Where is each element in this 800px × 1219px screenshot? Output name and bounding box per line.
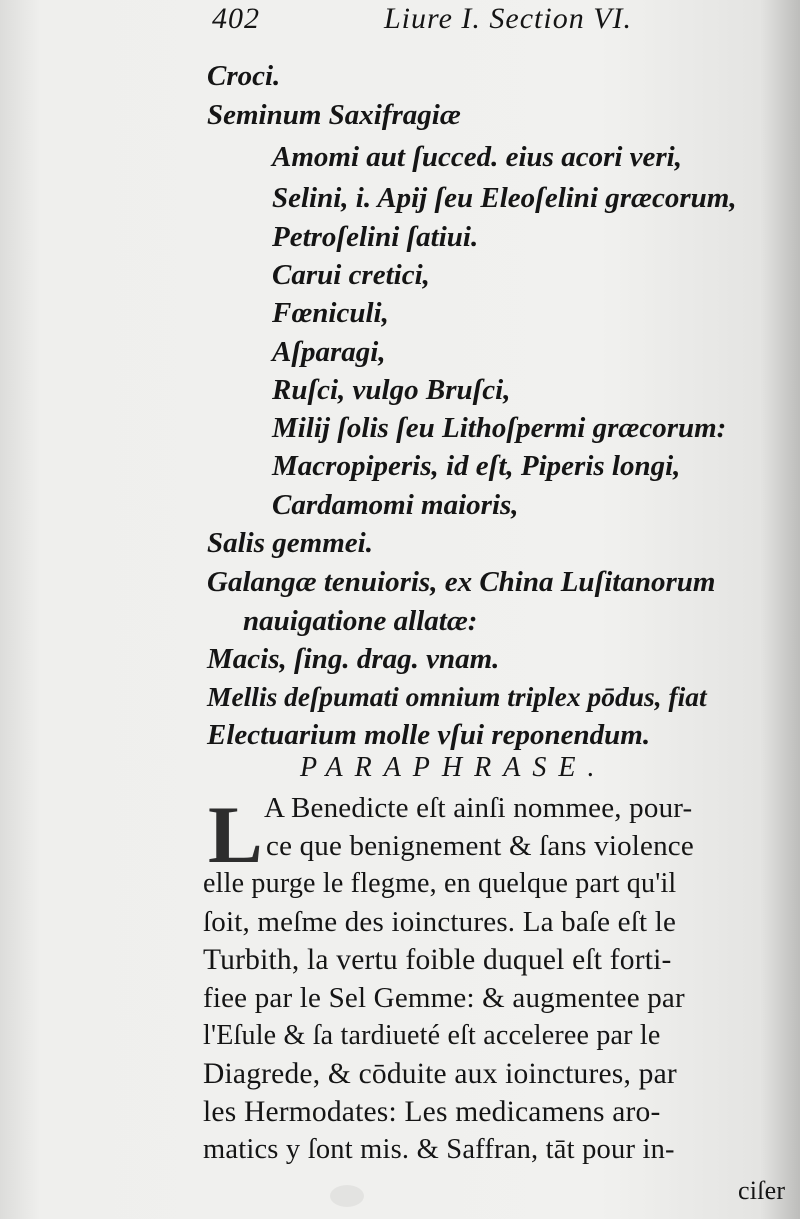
page-number: 402 xyxy=(212,2,260,35)
paraphrase-line: ſoit, meſme des ioinctures. La baſe eſt le xyxy=(203,906,677,938)
recipe-line: Mellis deſpumati omnium triplex pōdus, fiat xyxy=(207,681,707,712)
paraphrase-line: Diagrede, & cōduite aux ioinctures, par xyxy=(203,1058,677,1090)
ink-smudge xyxy=(330,1185,364,1207)
section-heading: PARAPHRASE. xyxy=(300,752,607,783)
recipe-line: Galangæ tenuioris, ex China Luſitanorum xyxy=(207,566,716,598)
recipe-line: Electuarium molle vſui reponendum. xyxy=(207,719,651,751)
paraphrase-line: l'Eſule & ſa tardiueté eſt acceleree par le xyxy=(203,1020,661,1051)
recipe-line: nauigatione allatæ: xyxy=(243,605,478,637)
recipe-line: Selini, i. Apij ſeu Eleoſelini græcorum, xyxy=(272,182,737,214)
recipe-line: Macis, ſing. drag. vnam. xyxy=(207,643,500,675)
recipe-line: Fœniculi, xyxy=(272,297,389,329)
recipe-line: Salis gemmei. xyxy=(207,527,373,559)
drop-cap: L xyxy=(208,789,263,880)
running-header xyxy=(212,2,682,42)
paraphrase-line: ciſer xyxy=(738,1176,786,1205)
paraphrase-line: A Benedicte eſt ainſi nommee, pour- xyxy=(264,792,693,824)
recipe-line: Ruſci, vulgo Bruſci, xyxy=(272,374,511,406)
running-title: Liure I. Section VI. xyxy=(384,2,633,35)
recipe-line: Macropiperis, id eſt, Piperis longi, xyxy=(272,450,681,482)
recipe-line: Cardamomi maioris, xyxy=(272,489,519,521)
paraphrase-line: ce que benignement & ſans violence xyxy=(266,830,694,862)
paraphrase-line: fiee par le Sel Gemme: & augmentee par xyxy=(203,982,685,1014)
paraphrase-line: Turbith, la vertu foible duquel eſt forti- xyxy=(203,944,672,976)
recipe-line: Seminum Saxifragiæ xyxy=(207,99,461,131)
paraphrase-line: matics y ſont mis. & Saffran, tāt pour in- xyxy=(203,1134,675,1165)
paraphrase-line: les Hermodates: Les medicamens aro- xyxy=(203,1096,661,1128)
recipe-line: Carui cretici, xyxy=(272,259,430,291)
recipe-line: Milij ſolis ſeu Lithoſpermi græcorum: xyxy=(272,412,727,444)
recipe-line: Petroſelini ſatiui. xyxy=(272,221,479,253)
recipe-line: Croci. xyxy=(207,60,281,92)
recipe-line: Aſparagi, xyxy=(272,336,386,368)
recipe-line: Amomi aut ſucced. eius acori veri, xyxy=(272,141,682,173)
paraphrase-line: elle purge le flegme, en quelque part qu'il xyxy=(203,868,677,899)
